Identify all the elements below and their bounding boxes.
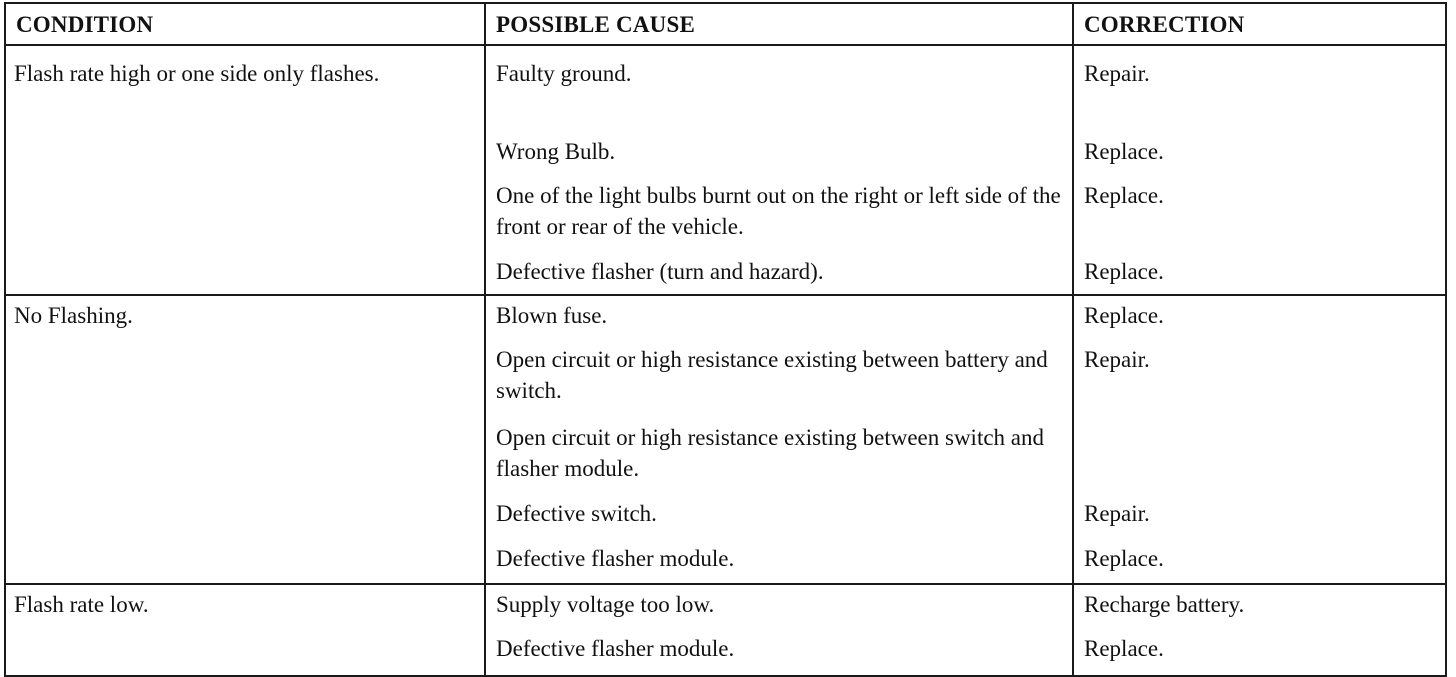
header-possible-cause: POSSIBLE CAUSE	[485, 3, 1073, 45]
correction-text: Repair.	[1084, 347, 1150, 372]
correction-text: Replace.	[1084, 183, 1164, 208]
cause-text: One of the light bulbs burnt out on the right or left side of the front or rear of the vehicle.	[496, 183, 1061, 239]
correction-text: Replace.	[1084, 139, 1164, 164]
cause-text: Open circuit or high resistance existing between switch and flasher module.	[496, 425, 1045, 481]
diagnosis-table	[4, 2, 1447, 677]
correction-cell	[1073, 295, 1446, 584]
condition-text: Flash rate high or one side only flashes.	[14, 61, 380, 86]
correction-text: Replace.	[1084, 546, 1164, 571]
correction-text: Replace.	[1084, 303, 1164, 328]
correction-cell	[1073, 45, 1446, 295]
correction-text: Repair.	[1084, 61, 1150, 86]
table-row	[5, 584, 1446, 676]
correction-text: Replace.	[1084, 636, 1164, 661]
cause-cell	[485, 584, 1073, 676]
cause-text: Open circuit or high resistance existing between battery and switch.	[496, 347, 1048, 403]
cause-text: Blown fuse.	[496, 303, 608, 328]
cause-text: Defective flasher module.	[496, 546, 735, 571]
cause-text: Defective switch.	[496, 501, 657, 526]
correction-text: Repair.	[1084, 501, 1150, 526]
cause-text: Supply voltage too low.	[496, 592, 715, 617]
header-row	[5, 3, 1446, 45]
correction-text: Replace.	[1084, 259, 1164, 284]
table-row	[5, 295, 1446, 584]
table-row	[5, 45, 1446, 295]
condition-text: No Flashing.	[14, 303, 133, 328]
cause-cell	[485, 295, 1073, 584]
correction-text	[1074, 422, 1445, 498]
condition-text: Flash rate low.	[14, 592, 149, 617]
cause-text: Faulty ground.	[496, 61, 632, 86]
header-condition: CONDITION	[5, 3, 485, 45]
cause-cell	[485, 45, 1073, 295]
condition-cell	[5, 295, 485, 584]
condition-cell	[5, 45, 485, 295]
cause-text: Defective flasher module.	[496, 636, 735, 661]
correction-text: Recharge battery.	[1084, 592, 1245, 617]
correction-cell	[1073, 584, 1446, 676]
header-correction: CORRECTION	[1073, 3, 1446, 45]
condition-cell	[5, 584, 485, 676]
cause-text: Wrong Bulb.	[496, 139, 616, 164]
cause-text: Defective flasher (turn and hazard).	[496, 259, 824, 284]
